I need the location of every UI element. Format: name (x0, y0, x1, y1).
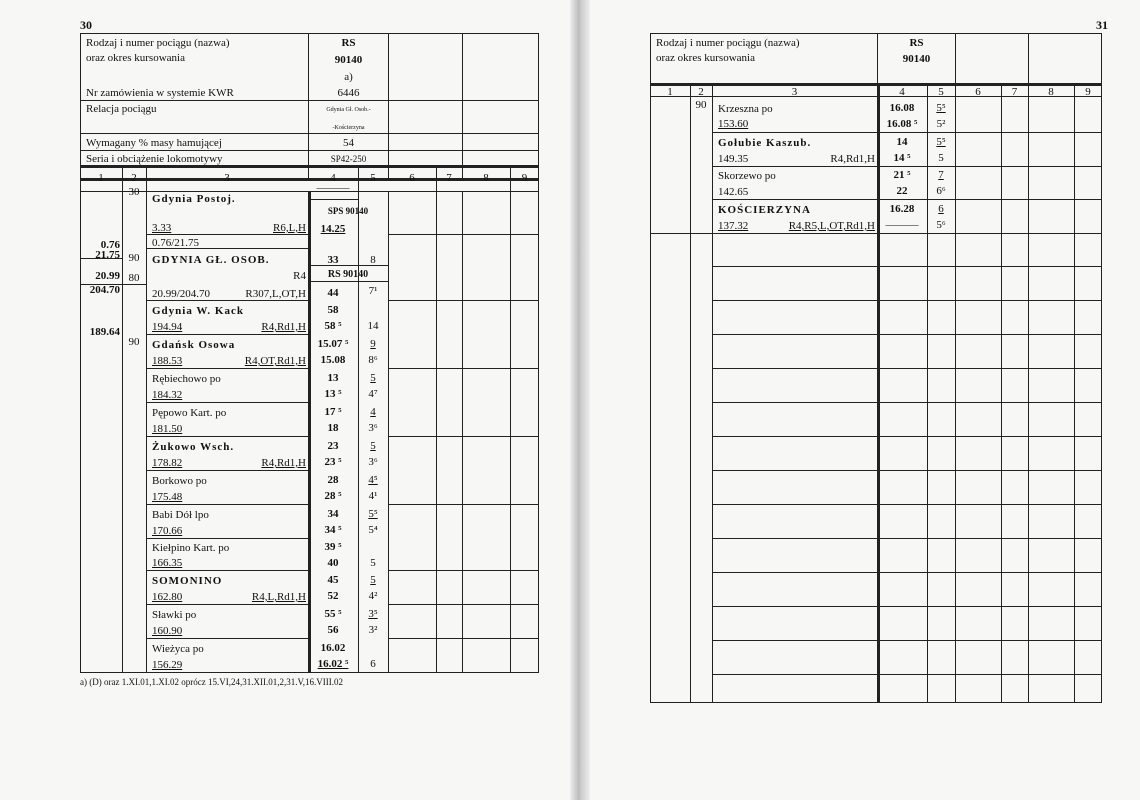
station-km: 156.29 (152, 659, 183, 671)
station-km: 162.80 (152, 591, 183, 603)
page-number-left: 30 (80, 18, 92, 32)
col-number-1: 1 (667, 86, 673, 98)
time-arrival: 15.07 ⁵ (317, 338, 349, 350)
station-km: 149.35 (718, 153, 749, 165)
station-km: 3.33 (152, 222, 172, 234)
run-time: 5 (370, 440, 376, 452)
station-lines: R4 (293, 270, 306, 282)
station-name: Wieżyca po (152, 643, 204, 655)
station-name: Babi Dół lpo (152, 509, 209, 521)
col-number-5: 5 (938, 86, 944, 98)
station-name: Borkowo po (152, 475, 207, 487)
station-junction-km: 20.99/204.70 (152, 288, 211, 300)
time-arrival: 58 (327, 304, 339, 316)
train-type-label: Rodzaj i numer pociągu (nazwa) (86, 37, 230, 49)
time-departure: 28 ⁵ (324, 490, 342, 502)
train-number: 90140 (334, 54, 363, 66)
station-lines: R307,L,OT,H (245, 288, 306, 300)
right-page (590, 0, 1140, 800)
run-time: 7¹ (368, 285, 378, 297)
note-ref: a) (344, 71, 353, 83)
run-time: 4⁵ (368, 474, 378, 486)
time-arrival: 16.28 (889, 203, 915, 215)
run-time: 14 (367, 320, 379, 332)
km-value: 189.64 (89, 326, 120, 338)
col-number-9: 9 (521, 172, 528, 184)
col-number-6: 6 (975, 86, 981, 98)
run-time: 5 (370, 372, 376, 384)
train-number: 90140 (902, 53, 931, 65)
time-departure: 16.08 ⁵ (886, 118, 918, 130)
station-name: Rębiechowo po (152, 373, 221, 385)
brake-value: 54 (343, 137, 354, 149)
km-value: 20.99 (95, 270, 120, 282)
time-departure: 40 (327, 557, 339, 569)
station-name: Sławki po (152, 609, 197, 621)
col-number-2: 2 (131, 172, 137, 184)
run-time: 5 (938, 152, 944, 164)
time-arrival: 33 (327, 254, 339, 266)
time-departure: 52 (327, 590, 339, 602)
train-ref: RS 90140 (327, 269, 369, 280)
col-number-7: 7 (446, 172, 452, 184)
run-time: 6 (938, 203, 944, 215)
run-time: 7 (938, 169, 944, 181)
run-time: 5⁵ (936, 136, 946, 148)
station-name: Gdańsk Osowa (152, 339, 236, 351)
relation-line-1: Gdynia Gł. Osob.- (326, 107, 371, 113)
speed-value: 90 (695, 99, 707, 111)
km-value: 204.70 (89, 284, 120, 296)
station-km: 188.53 (152, 355, 183, 367)
col-number-8: 8 (1048, 86, 1054, 98)
col-number-4: 4 (899, 86, 905, 98)
col-number-4: 4 (330, 172, 336, 184)
time-arrival: 16.08 (889, 102, 915, 114)
train-ref: SPS 90140 (327, 206, 369, 216)
km-value: 0.76 (100, 239, 120, 251)
station-km: 184.32 (152, 389, 183, 401)
col-number-7: 7 (1011, 86, 1018, 98)
speed-value: 90 (128, 336, 140, 348)
time-departure: 16.02 ⁵ (317, 658, 349, 670)
col-number-2: 2 (698, 86, 704, 98)
book-gutter (570, 0, 590, 800)
station-km: 181.50 (152, 423, 183, 435)
time-departure: 14.25 (320, 223, 346, 235)
rs-label: RS (909, 37, 924, 49)
station-km: 160.90 (152, 625, 183, 637)
station-km: 137.32 (718, 220, 749, 232)
train-type-label: Rodzaj i numer pociągu (nazwa) (656, 37, 800, 49)
station-name: Gdynia W. Kack (152, 305, 244, 317)
station-junction-km: 0.76/21.75 (152, 237, 200, 249)
run-time: 8⁶ (368, 354, 378, 366)
time-departure: 44 (327, 287, 339, 299)
time-departure: 56 (327, 624, 339, 636)
time-departure: 22 (896, 185, 908, 197)
time-arrival: 17 ⁵ (324, 406, 342, 418)
run-time: 3² (368, 624, 378, 636)
train-period-label: oraz okres kursowania (656, 52, 755, 64)
speed-value: 80 (128, 272, 140, 284)
run-time: 4¹ (368, 490, 378, 502)
col-number-9: 9 (1085, 86, 1091, 98)
run-time: 4 (370, 406, 376, 418)
run-time: 8 (370, 254, 376, 266)
loco-value: SP42-250 (330, 154, 367, 164)
page-number-right: 31 (1096, 18, 1108, 32)
time-departure: 14 ⁵ (893, 152, 911, 164)
time-arrival: 14 (896, 136, 908, 148)
station-lines: R4,L,Rd1,H (251, 591, 306, 603)
relation-line-2: -Kościerzyna (332, 125, 365, 131)
run-time: 5⁵ (368, 508, 378, 520)
station-name: Pępowo Kart. po (152, 407, 227, 419)
time-departure: 23 ⁵ (324, 456, 342, 468)
station-km: 142.65 (718, 186, 749, 198)
time-arrival: 13 (327, 372, 339, 384)
time-dash: ——— (316, 182, 350, 194)
time-arrival: 34 (327, 508, 339, 520)
loco-label: Seria i obciążenie lokomotywy (86, 153, 223, 165)
time-departure: 58 ⁵ (324, 320, 342, 332)
station-km: 178.82 (152, 457, 183, 469)
footnote: a) (D) oraz 1.XI.01,1.XI.02 oprócz 15.VI,24,31.XII.01,2,31.V,16.VIII.02 (80, 677, 344, 687)
time-departure: 34 ⁵ (324, 524, 342, 536)
run-time: 6 (370, 658, 376, 670)
station-km: 153.60 (718, 118, 749, 130)
order-label: Nr zamówienia w systemie KWR (86, 87, 234, 99)
run-time: 5² (936, 118, 946, 130)
time-arrival: 21 ⁵ (893, 169, 911, 181)
col-number-3: 3 (791, 86, 798, 98)
station-name: Gdynia Postoj. (152, 193, 236, 205)
run-time: 5 (370, 557, 376, 569)
time-arrival: 16.02 (320, 642, 346, 654)
col-number-6: 6 (409, 172, 415, 184)
km-value: 21.75 (95, 249, 120, 261)
run-time: 4⁷ (368, 388, 378, 400)
station-name: KOŚCIERZYNA (718, 204, 811, 216)
station-km: 166.35 (152, 557, 183, 569)
run-time: 3⁶ (368, 456, 378, 468)
station-lines: R6,L,H (273, 222, 306, 234)
station-name: Gołubie Kaszub. (718, 137, 812, 149)
run-time: 5⁴ (368, 524, 378, 536)
station-lines: R4,R5,L,OT,Rd1,H (788, 220, 875, 232)
time-dash: ——— (885, 219, 919, 231)
station-lines: R4,Rd1,H (261, 457, 306, 469)
run-time: 3⁵ (368, 608, 378, 620)
station-lines: R4,Rd1,H (261, 321, 306, 333)
order-number: 6446 (337, 87, 360, 99)
train-period-label: oraz okres kursowania (86, 52, 185, 64)
station-name: GDYNIA GŁ. OSOB. (152, 254, 270, 266)
station-km: 175.48 (152, 491, 183, 503)
brake-label: Wymagany % masy hamującej (86, 137, 222, 149)
time-departure: 15.08 (320, 354, 346, 366)
run-time: 4² (368, 590, 378, 602)
col-number-8: 8 (483, 172, 489, 184)
run-time: 5⁶ (936, 219, 946, 231)
station-km: 170.66 (152, 525, 183, 537)
station-lines: R4,Rd1,H (830, 153, 875, 165)
col-number-1: 1 (98, 172, 104, 184)
station-name: Krzeszna po (718, 103, 773, 115)
col-number-5: 5 (370, 172, 376, 184)
time-arrival: 39 ⁵ (324, 541, 342, 553)
station-km: 194.94 (152, 321, 183, 333)
station-name: Kiełpino Kart. po (152, 542, 230, 554)
station-lines: R4,OT,Rd1,H (244, 355, 306, 367)
time-arrival: 45 (327, 574, 339, 586)
run-time: 5 (370, 574, 376, 586)
station-name: Skorzewo po (718, 170, 776, 182)
time-arrival: 28 (327, 474, 339, 486)
run-time: 6⁶ (936, 185, 946, 197)
time-arrival: 55 ⁵ (324, 608, 342, 620)
run-time: 3⁶ (368, 422, 378, 434)
run-time: 9 (370, 338, 376, 350)
station-name: Żukowo Wsch. (152, 441, 235, 453)
run-time: 5⁵ (936, 102, 946, 114)
relation-label: Relacja pociągu (86, 103, 157, 115)
speed-value: 30 (128, 186, 140, 198)
time-arrival: 23 (327, 440, 339, 452)
time-departure: 18 (327, 422, 339, 434)
col-number-3: 3 (224, 172, 230, 184)
station-name: SOMONINO (152, 575, 223, 587)
rs-label: RS (341, 37, 356, 49)
speed-value: 90 (128, 252, 140, 264)
time-departure: 13 ⁵ (324, 388, 342, 400)
